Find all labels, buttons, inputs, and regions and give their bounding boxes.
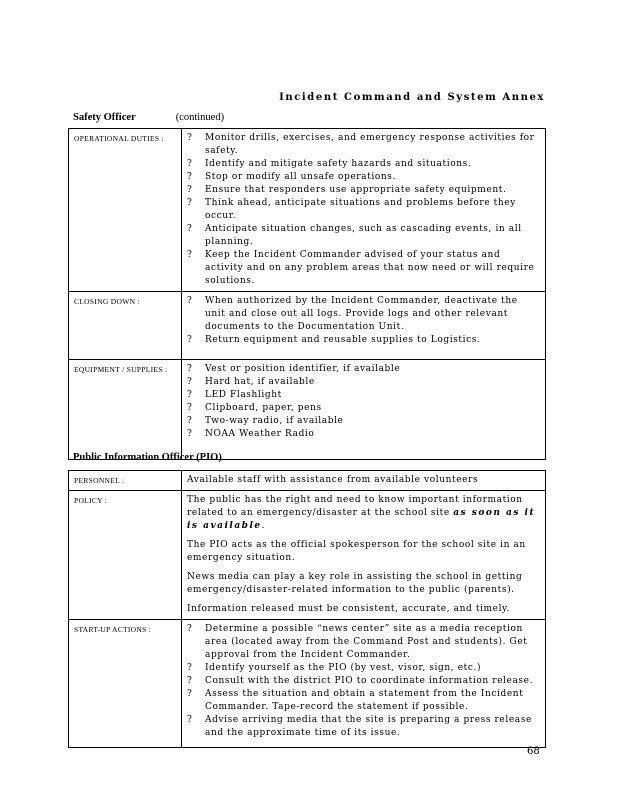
list-item (187, 132, 541, 158)
bullet-glyph: ? (187, 296, 193, 306)
list-item-text: Vest or position identifier, if available (205, 364, 401, 374)
bullet-glyph: ? (187, 172, 193, 182)
policy-paragraph: Information released must be consistent, accurate, and timely. (187, 604, 511, 614)
bullet-glyph: ? (187, 676, 193, 686)
list-item (187, 376, 541, 389)
bullet-glyph: ? (187, 663, 193, 673)
safety-officer-table (68, 128, 546, 460)
policy-emphasis: as soon as it is available (187, 508, 536, 531)
row-label: EQUIPMENT / SUPPLIES : (69, 360, 182, 460)
bullet-glyph: ? (187, 624, 193, 634)
list-item-text: Two-way radio, if available (205, 416, 344, 426)
row-body (182, 129, 546, 292)
row-body (182, 292, 546, 360)
list-item (187, 675, 541, 688)
list-item-text: Monitor drills, exercises, and emergency response activities for safety. (205, 133, 535, 156)
table-row (69, 620, 546, 748)
bullet-glyph: ? (187, 159, 193, 169)
annex-title: Incident Command and System Annex (279, 92, 545, 103)
policy-body (182, 491, 546, 620)
bullet-glyph: ? (187, 429, 193, 439)
list-item (187, 223, 541, 249)
bullet-glyph: ? (187, 198, 193, 208)
list-item-text: Consult with the district PIO to coordinate information release. (205, 676, 534, 686)
policy-paragraph (187, 494, 541, 533)
list-item (187, 428, 541, 441)
list-item (187, 623, 541, 662)
list-item (187, 197, 541, 223)
list-item-text: Return equipment and reusable supplies to Logistics. (205, 335, 481, 345)
row-label: OPERATIONAL DUTIES : (69, 129, 182, 292)
row-label: CLOSING DOWN : (69, 292, 182, 360)
list-item-text: LED Flashlight (205, 390, 282, 400)
list-item (187, 363, 541, 376)
bullet-list (187, 132, 541, 288)
bullet-list (187, 623, 541, 740)
list-item-text: Ensure that responders use appropriate safety equipment. (205, 185, 507, 195)
policy-paragraph: The PIO acts as the official spokesperson for the school site in an emergency situation. (187, 540, 526, 563)
list-item (187, 334, 541, 347)
bullet-glyph: ? (187, 416, 193, 426)
list-item-text: Identify yourself as the PIO (by vest, visor, sign, etc.) (205, 663, 482, 673)
row-label: PERSONNEL : (69, 471, 182, 491)
bullet-list (187, 295, 541, 347)
list-item-text: NOAA Weather Radio (205, 429, 315, 439)
bullet-glyph: ? (187, 377, 193, 387)
list-item (187, 402, 541, 415)
bullet-glyph: ? (187, 335, 193, 345)
bullet-glyph: ? (187, 390, 193, 400)
list-item (187, 688, 541, 714)
bullet-glyph: ? (187, 133, 193, 143)
bullet-glyph: ? (187, 403, 193, 413)
list-item (187, 415, 541, 428)
policy-paragraph: News media can play a key role in assisting the school in getting emergency/disaster-related information to the public (parents). (187, 572, 523, 595)
page-number: 68 (527, 746, 540, 757)
safety-officer-heading (73, 112, 224, 123)
table-row (69, 292, 546, 360)
table-row (69, 471, 546, 491)
table-row (69, 360, 546, 460)
list-item (187, 714, 541, 740)
bullet-glyph: ? (187, 185, 193, 195)
policy-text: The public has the right and need to know important information related to an emergency/disaster at the school site (187, 495, 523, 518)
list-item-text: When authorized by the Incident Commander, deactivate the unit and close out all logs. Provide logs and other relevant documents to the Documentation Unit. (205, 296, 518, 332)
list-item-text: Think ahead, anticipate situations and problems before they occur. (205, 198, 516, 221)
list-item-text: Advise arriving media that the site is preparing a press release and the approximate time of its issue. (205, 715, 532, 738)
bullet-glyph: ? (187, 250, 193, 260)
list-item (187, 184, 541, 197)
list-item (187, 295, 541, 334)
pio-table (68, 470, 546, 748)
bullet-glyph: ? (187, 715, 193, 725)
table-row (69, 491, 546, 620)
list-item-text: Identify and mitigate safety hazards and situations. (205, 159, 472, 169)
continued-note: (continued) (175, 112, 225, 123)
section-title: Safety Officer (73, 112, 136, 123)
list-item-text: Anticipate situation changes, such as cascading events, in all planning. (205, 224, 522, 247)
bullet-glyph: ? (187, 689, 193, 699)
list-item (187, 158, 541, 171)
pio-heading: Public Information Officer (PIO) (73, 452, 222, 463)
list-item-text: Clipboard, paper, pens (205, 403, 322, 413)
policy-text-end: . (261, 521, 266, 531)
list-item-text: Determine a possible “news center” site as a media reception area (located away from the Command Post and students). Get approval from the Incident Commander. (205, 624, 528, 660)
table-row (69, 129, 546, 292)
bullet-list (187, 363, 541, 441)
bullet-glyph: ? (187, 224, 193, 234)
list-item-text: Stop or modify all unsafe operations. (205, 172, 396, 182)
list-item (187, 389, 541, 402)
list-item (187, 171, 541, 184)
list-item-text: Assess the situation and obtain a statement from the Incident Commander. Tape-record the statement if possible. (205, 689, 524, 712)
row-label: POLICY : (69, 491, 182, 620)
list-item-text: Hard hat, if available (205, 377, 315, 387)
bullet-glyph: ? (187, 364, 193, 374)
personnel-text: Available staff with assistance from available volunteers (182, 471, 546, 491)
list-item (187, 662, 541, 675)
row-body (182, 620, 546, 748)
list-item-text: Keep the Incident Commander advised of your status and activity and on any problem areas that now need or will require solutions. (205, 250, 535, 286)
row-label: START-UP ACTIONS : (69, 620, 182, 748)
list-item (187, 249, 541, 288)
row-body (182, 360, 546, 460)
